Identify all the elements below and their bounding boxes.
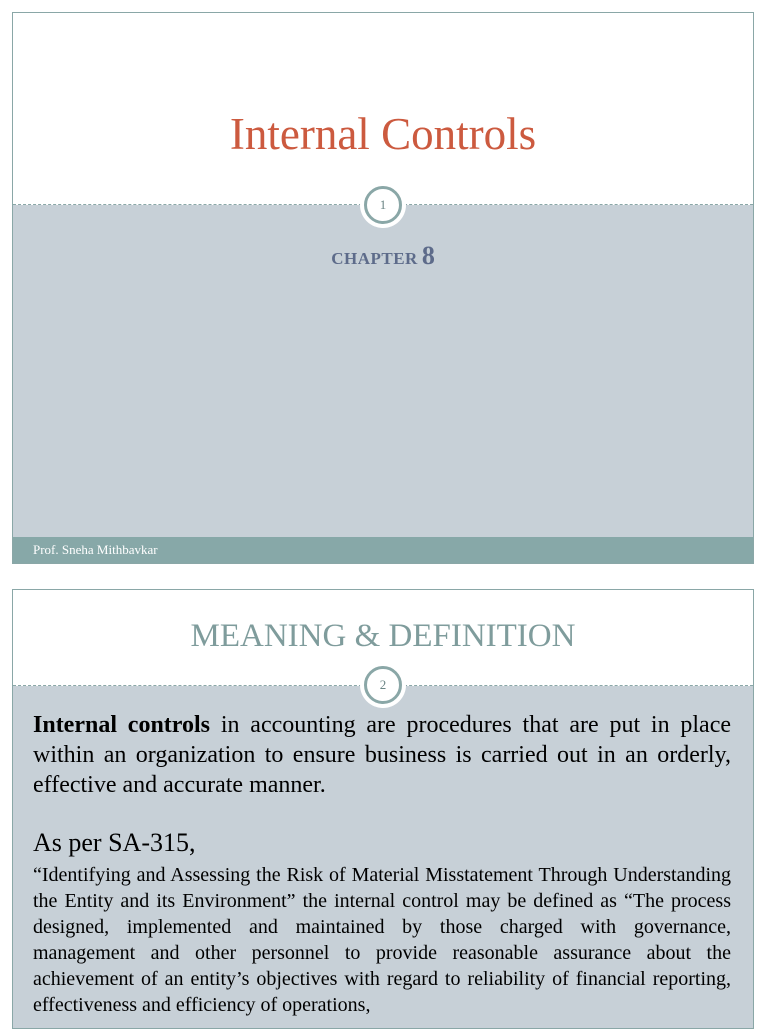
standard-heading: As per SA-315, [33,828,196,857]
slide-1 [12,12,754,564]
slide-footer [13,537,753,564]
footer-author: Prof. Sneha Mithbavkar [33,542,158,557]
slide-title: Internal Controls [229,109,537,159]
subtitle-chapter-label: CHAPTER [331,249,418,268]
slide-title: MEANING & DEFINITION [190,618,576,654]
slide-2 [12,589,754,1029]
definition-text: in accounting are procedures that are put in place within an organization to ensure business is carried out in an orderly, effective and accurate manner. [33,712,732,798]
subtitle-chapter-number: 8 [421,241,435,270]
standard-quote: “Identifying and Assessing the Risk of Material Misstatement Through Understanding the Entity and its Environment” the internal control may be defined as “The process designed, implemented and maintained by those charged with governance, management and other personnel to provide reasonable assurance about the achievement of an entity’s objectives with regard to reliability of financial reporting, effectiveness and efficiency of operations, [33,864,731,1016]
definition-paragraph [33,710,731,800]
slide-number-badge: 2 [364,666,402,704]
slide-number-badge: 1 [364,186,402,224]
definition-term: Internal controls [33,712,211,738]
slide-content [33,710,731,1018]
slide-subtitle [13,241,753,271]
